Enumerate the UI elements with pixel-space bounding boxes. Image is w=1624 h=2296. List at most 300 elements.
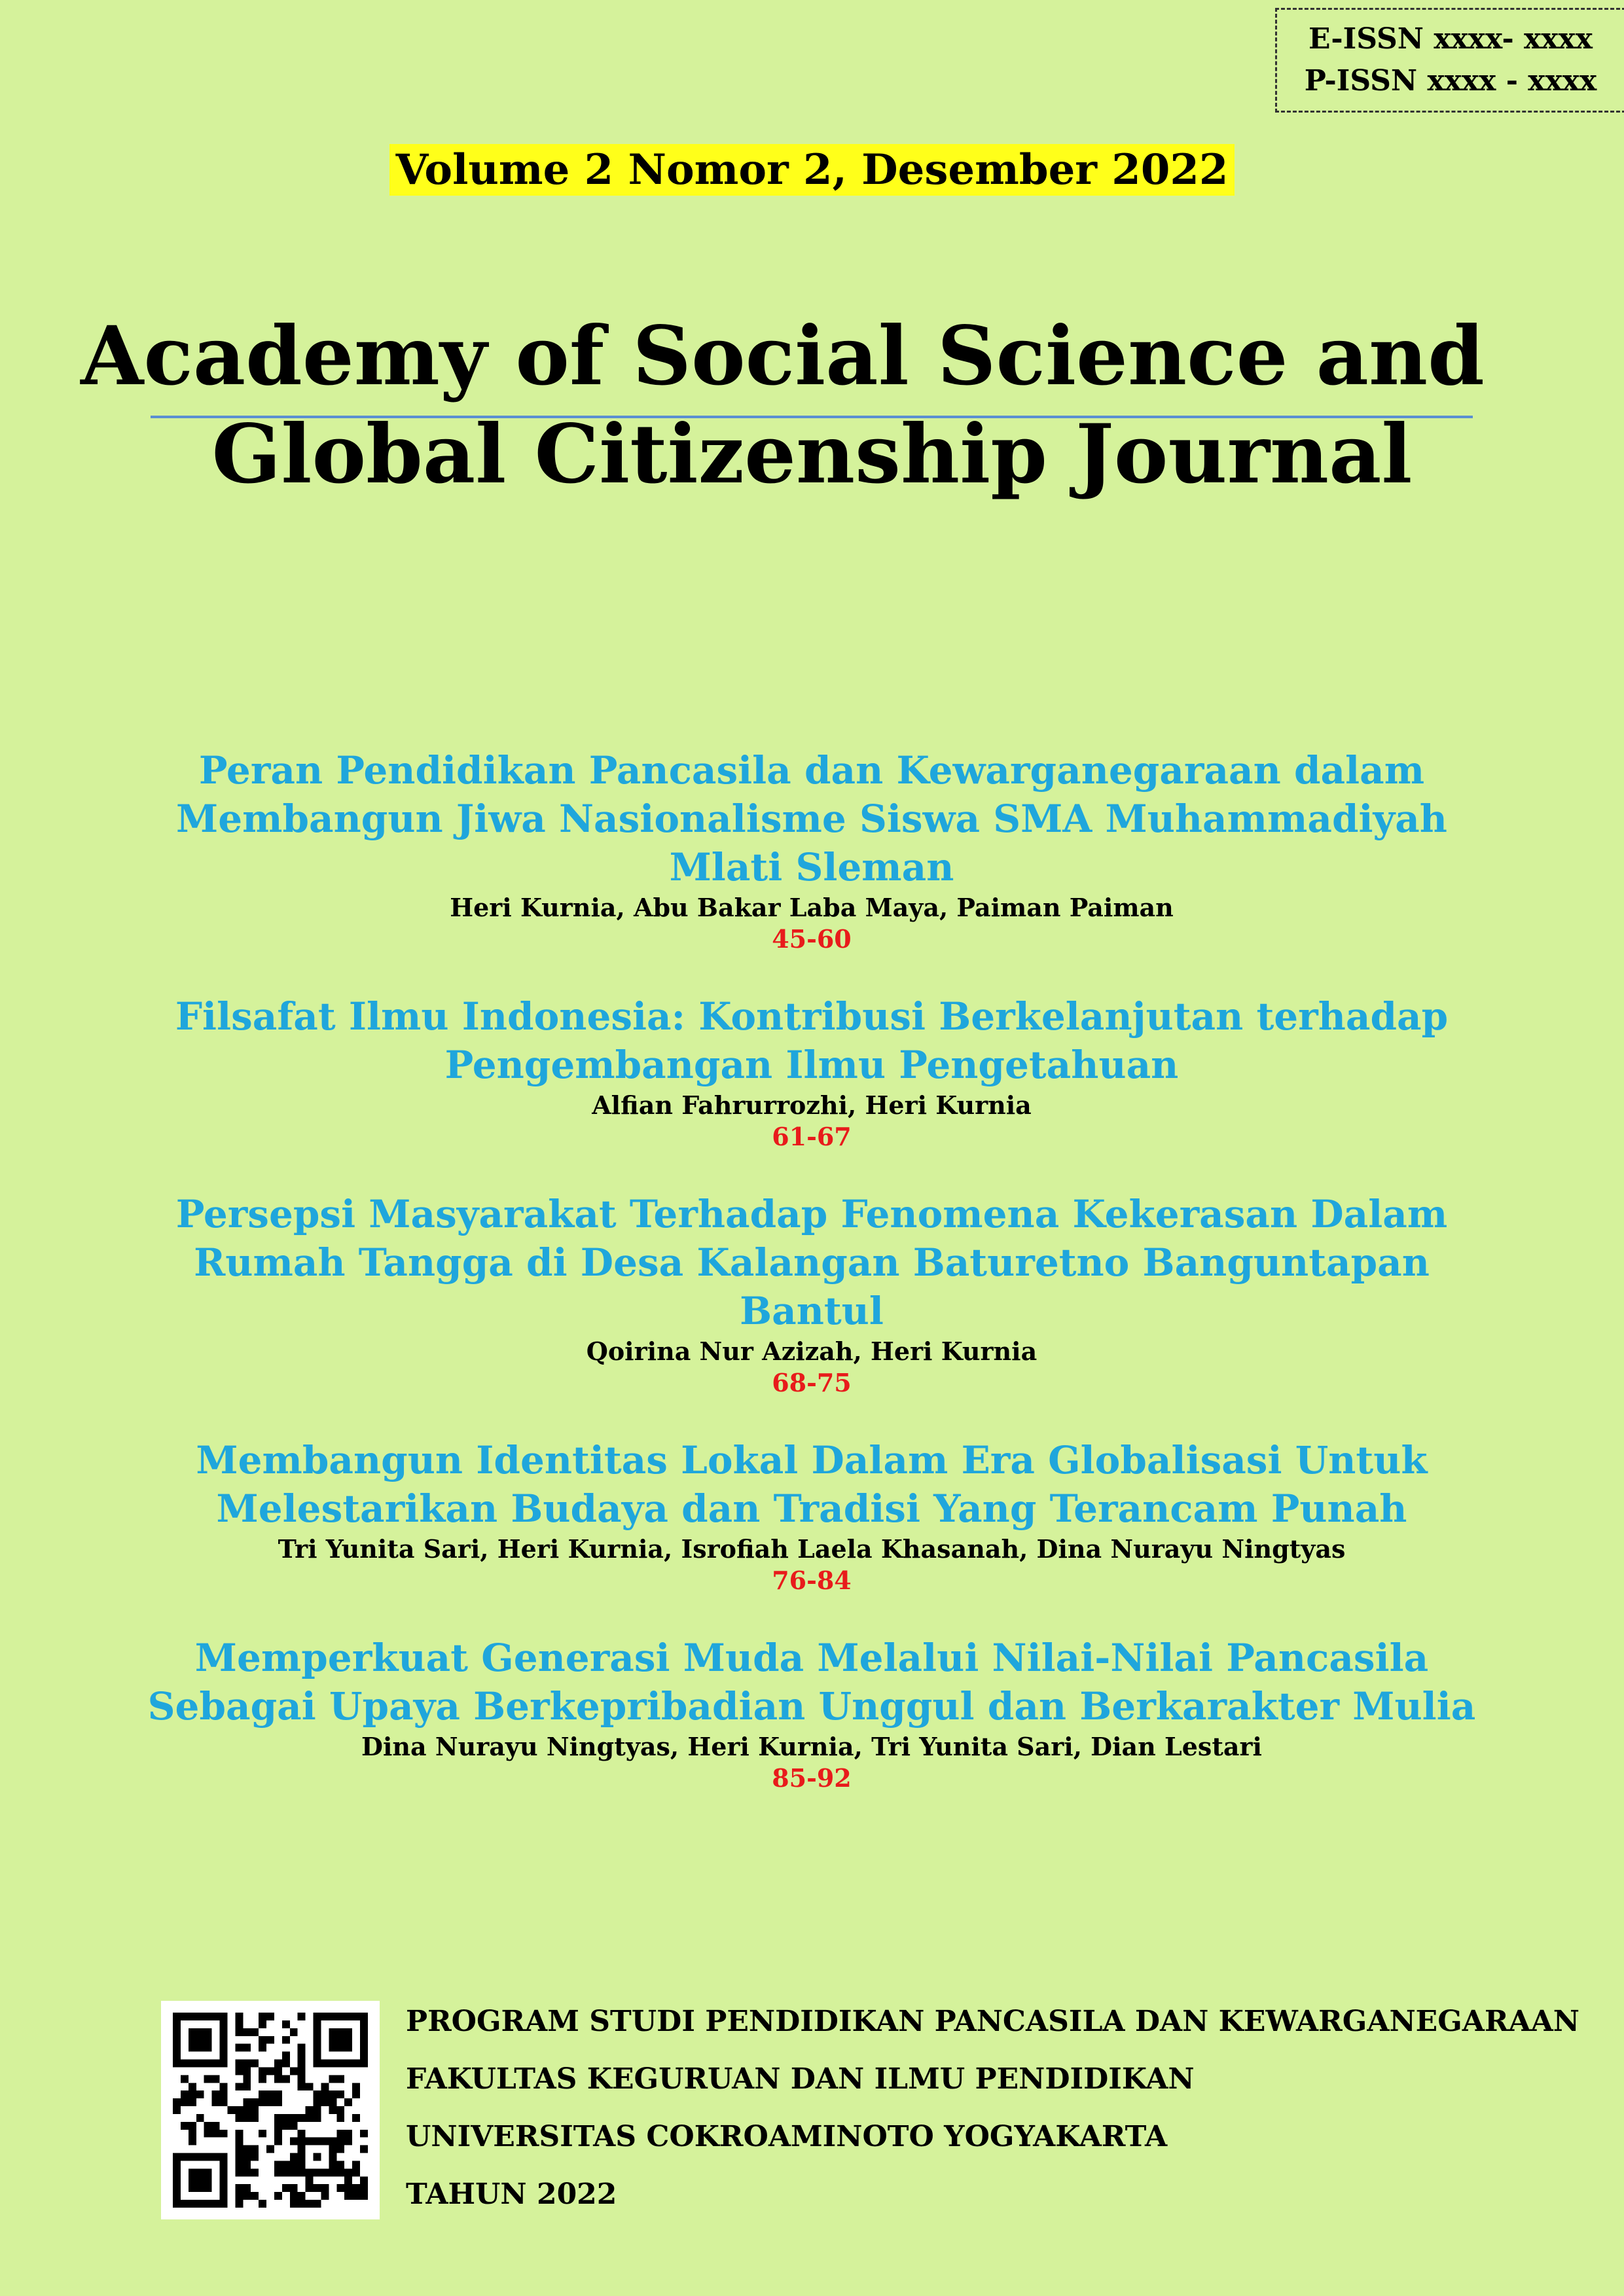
qr-module — [243, 2168, 251, 2176]
qr-module — [282, 2168, 290, 2176]
qr-module — [235, 2184, 243, 2192]
qr-module — [220, 2020, 228, 2028]
qr-module — [344, 2176, 352, 2184]
qr-module — [243, 2083, 251, 2090]
article-item[interactable] — [144, 746, 1479, 954]
qr-module — [259, 2020, 266, 2028]
qr-module — [344, 2168, 352, 2176]
qr-module — [259, 2098, 266, 2106]
qr-module — [204, 2184, 212, 2192]
qr-module — [344, 2130, 352, 2138]
qr-module — [306, 2083, 314, 2090]
qr-module — [266, 2013, 274, 2020]
qr-module — [259, 2075, 266, 2083]
qr-module — [360, 2013, 368, 2020]
qr-module — [360, 2130, 368, 2138]
qr-module — [274, 2114, 282, 2122]
qr-module — [243, 2184, 251, 2192]
publisher-info — [406, 1993, 1579, 2223]
qr-module — [181, 2153, 189, 2161]
qr-module — [220, 2098, 228, 2106]
qr-module — [274, 2192, 282, 2200]
article-title[interactable]: Memperkuat Generasi Muda Melalui Nilai-Nilai Pancasila Sebagai Upaya Berkepribadian Unggul dan Berkarakter Mulia — [147, 1636, 1476, 1729]
qr-module — [266, 2036, 274, 2044]
qr-module — [336, 2028, 344, 2036]
qr-module — [352, 2090, 360, 2098]
qr-module — [220, 2184, 228, 2192]
issn-box — [1275, 8, 1624, 113]
qr-module — [243, 2161, 251, 2168]
qr-module — [181, 2090, 189, 2098]
qr-module — [189, 2044, 196, 2052]
qr-module — [189, 2122, 196, 2130]
qr-module — [173, 2028, 181, 2036]
qr-module — [336, 2168, 344, 2176]
qr-module — [196, 2168, 204, 2176]
qr-module — [274, 2130, 282, 2138]
qr-module — [321, 2083, 329, 2090]
qr-module — [314, 2028, 321, 2036]
qr-module — [243, 2145, 251, 2153]
qr-module — [181, 2098, 189, 2106]
qr-module — [298, 2083, 306, 2090]
qr-module — [189, 2130, 196, 2138]
qr-module — [344, 2138, 352, 2145]
qr-module — [220, 2060, 228, 2068]
qr-module — [336, 2044, 344, 2052]
qr-module — [282, 2161, 290, 2168]
article-authors: Dina Nurayu Ningtyas, Heri Kurnia, Tri Yunita Sari, Dian Lestari — [361, 1732, 1262, 1761]
article-pages: 85-92 — [772, 1763, 852, 1793]
qr-module — [282, 2114, 290, 2122]
qr-module — [173, 2106, 181, 2114]
qr-module — [336, 2013, 344, 2020]
qr-module — [298, 2075, 306, 2083]
university-name: UNIVERSITAS COKROAMINOTO YOGYAKARTA — [406, 2120, 1168, 2153]
qr-module — [274, 2090, 282, 2098]
qr-module — [321, 2013, 329, 2020]
qr-module — [189, 2184, 196, 2192]
qr-module — [298, 2052, 306, 2060]
qr-module — [329, 2013, 336, 2020]
qr-module — [314, 2013, 321, 2020]
article-pages: 45-60 — [772, 924, 852, 954]
qr-module — [204, 2176, 212, 2184]
qr-module — [306, 2106, 314, 2114]
qr-module — [306, 2200, 314, 2208]
qr-module — [251, 2028, 259, 2036]
qr-module — [306, 2138, 314, 2145]
journal-title-line2: Global Citizenship Journal — [211, 407, 1413, 502]
qr-module — [360, 2145, 368, 2153]
qr-module — [329, 2044, 336, 2052]
qr-module — [235, 2020, 243, 2028]
qr-module — [196, 2114, 204, 2122]
qr-module — [336, 2075, 344, 2083]
qr-module — [204, 2122, 212, 2130]
qr-module — [298, 2145, 306, 2153]
qr-module — [259, 2044, 266, 2052]
qr-module — [251, 2114, 259, 2122]
qr-module — [259, 2013, 266, 2020]
qr-module — [235, 2145, 243, 2153]
qr-module — [274, 2060, 282, 2068]
qr-module — [274, 2067, 282, 2075]
qr-module — [189, 2090, 196, 2098]
qr-module — [314, 2090, 321, 2098]
article-title[interactable]: Filsafat Ilmu Indonesia: Kontribusi Berkelanjutan terhadap Pengembangan Ilmu Pengetahuan — [175, 994, 1449, 1087]
qr-module — [306, 2168, 314, 2176]
qr-module — [189, 2176, 196, 2184]
qr-module — [212, 2122, 220, 2130]
qr-module — [173, 2020, 181, 2028]
qr-module — [290, 2184, 298, 2192]
qr-module — [314, 2114, 321, 2122]
qr-module — [329, 2060, 336, 2068]
qr-module — [336, 2036, 344, 2044]
qr-module — [243, 2153, 251, 2161]
qr-module — [259, 2067, 266, 2075]
qr-module — [212, 2200, 220, 2208]
qr-module — [189, 2138, 196, 2145]
qr-module — [173, 2192, 181, 2200]
qr-module — [274, 2138, 282, 2145]
article-item[interactable] — [144, 992, 1479, 1152]
qr-module — [360, 2036, 368, 2044]
qr-module — [220, 2192, 228, 2200]
qr-module — [274, 2161, 282, 2168]
qr-module — [196, 2013, 204, 2020]
qr-module — [235, 2114, 243, 2122]
qr-module — [336, 2145, 344, 2153]
qr-module — [243, 2106, 251, 2114]
qr-module — [336, 2138, 344, 2145]
qr-module — [220, 2161, 228, 2168]
qr-module — [220, 2044, 228, 2052]
qr-module — [321, 2184, 329, 2192]
qr-module — [344, 2184, 352, 2192]
qr-module — [314, 2044, 321, 2052]
qr-module — [329, 2075, 336, 2083]
qr-module — [352, 2168, 360, 2176]
qr-module — [282, 2075, 290, 2083]
volume-label: Volume 2 Nomor 2, Desember 2022 — [389, 144, 1235, 196]
qr-module — [243, 2060, 251, 2068]
article-authors: Tri Yunita Sari, Heri Kurnia, Isrofiah Laela Khasanah, Dina Nurayu Ningtyas — [278, 1534, 1346, 1564]
qr-module — [336, 2161, 344, 2168]
article-pages: 61-67 — [772, 1122, 852, 1151]
qr-module — [173, 2052, 181, 2060]
qr-module — [235, 2192, 243, 2200]
qr-module — [360, 2060, 368, 2068]
qr-module — [212, 2153, 220, 2161]
qr-module — [344, 2044, 352, 2052]
qr-module — [189, 2200, 196, 2208]
qr-module — [220, 2130, 228, 2138]
qr-module — [314, 2020, 321, 2028]
qr-module — [360, 2052, 368, 2060]
qr-module — [344, 2098, 352, 2106]
qr-module — [266, 2090, 274, 2098]
qr-module — [243, 2067, 251, 2075]
qr-module — [360, 2184, 368, 2192]
qr-module — [189, 2060, 196, 2068]
qr-module — [235, 2013, 243, 2020]
qr-module — [314, 2052, 321, 2060]
qr-module — [321, 2192, 329, 2200]
qr-module — [235, 2161, 243, 2168]
qr-module — [298, 2114, 306, 2122]
qr-module — [220, 2153, 228, 2161]
qr-module — [196, 2176, 204, 2184]
qr-module — [220, 2090, 228, 2098]
qr-module — [282, 2052, 290, 2060]
qr-module — [196, 2153, 204, 2161]
qr-module — [196, 2036, 204, 2044]
qr-module — [220, 2200, 228, 2208]
qr-module — [274, 2098, 282, 2106]
qr-module — [189, 2153, 196, 2161]
qr-module — [235, 2060, 243, 2068]
qr-module — [251, 2153, 259, 2161]
qr-module — [251, 2192, 259, 2200]
qr-module — [329, 2168, 336, 2176]
qr-module — [266, 2098, 274, 2106]
qr-module — [344, 2028, 352, 2036]
qr-module — [204, 2013, 212, 2020]
qr-module — [306, 2176, 314, 2184]
article-item[interactable] — [144, 1436, 1479, 1596]
qr-module — [329, 2106, 336, 2114]
qr-module — [235, 2044, 243, 2052]
qr-module — [220, 2168, 228, 2176]
e-issn: E-ISSN xxxx- xxxx — [1308, 22, 1593, 56]
qr-module — [306, 2114, 314, 2122]
qr-module — [259, 2200, 266, 2208]
qr-module — [290, 2028, 298, 2036]
qr-module — [212, 2130, 220, 2138]
qr-module — [251, 2098, 259, 2106]
qr-module — [360, 2192, 368, 2200]
qr-module — [290, 2067, 298, 2075]
qr-module — [227, 2106, 235, 2114]
qr-module — [352, 2192, 360, 2200]
qr-module — [220, 2176, 228, 2184]
qr-module — [266, 2067, 274, 2075]
qr-module — [321, 2090, 329, 2098]
qr-module — [329, 2036, 336, 2044]
article-authors: Qoirina Nur Azizah, Heri Kurnia — [586, 1336, 1038, 1366]
qr-module — [189, 2013, 196, 2020]
article-item[interactable] — [144, 1634, 1479, 1793]
qr-module — [173, 2168, 181, 2176]
qr-module — [212, 2098, 220, 2106]
qr-module — [251, 2168, 259, 2176]
qr-module — [298, 2200, 306, 2208]
qr-module — [251, 2145, 259, 2153]
qr-module — [352, 2013, 360, 2020]
qr-module — [196, 2090, 204, 2098]
qr-module — [298, 2161, 306, 2168]
qr-module — [235, 2106, 243, 2114]
qr-module — [344, 2036, 352, 2044]
qr-module — [344, 2013, 352, 2020]
qr-module — [196, 2044, 204, 2052]
qr-module — [181, 2200, 189, 2208]
qr-module — [173, 2184, 181, 2192]
article-title[interactable]: Persepsi Masyarakat Terhadap Fenomena Kekerasan Dalam Rumah Tangga di Desa Kalangan Baturetno Banguntapan Bantul — [175, 1192, 1448, 1333]
qr-module — [336, 2060, 344, 2068]
qr-module — [181, 2013, 189, 2020]
article-pages: 76-84 — [772, 1566, 852, 1595]
qr-module — [282, 2184, 290, 2192]
qr-module — [235, 2138, 243, 2145]
volume-banner — [0, 145, 1624, 194]
qr-module — [243, 2114, 251, 2122]
qr-module — [196, 2184, 204, 2192]
qr-module — [290, 2161, 298, 2168]
qr-module — [259, 2130, 266, 2138]
qr-module — [189, 2168, 196, 2176]
qr-module — [290, 2122, 298, 2130]
qr-module — [251, 2060, 259, 2068]
qr-module — [314, 2098, 321, 2106]
qr-module — [212, 2075, 220, 2083]
qr-module — [329, 2028, 336, 2036]
qr-module — [344, 2192, 352, 2200]
qr-module — [204, 2036, 212, 2044]
qr-module — [235, 2153, 243, 2161]
article-title[interactable]: Peran Pendidikan Pancasila dan Kewarganegaraan dalam Membangun Jiwa Nasionalisme Siswa SMA Muhammadiyah Mlati Sleman — [176, 748, 1447, 889]
p-issn: P-ISSN xxxx - xxxx — [1304, 64, 1597, 98]
qr-module — [212, 2013, 220, 2020]
article-list — [144, 746, 1479, 1831]
qr-code-graphic — [173, 2013, 368, 2208]
qr-module — [189, 2036, 196, 2044]
title-divider — [151, 416, 1473, 418]
qr-module — [274, 2122, 282, 2130]
faculty-name: FAKULTAS KEGURUAN DAN ILMU PENDIDIKAN — [406, 2062, 1195, 2096]
qr-module — [321, 2098, 329, 2106]
program-name: PROGRAM STUDI PENDIDIKAN PANCASILA DAN KEWARGANEGARAAN — [406, 2005, 1579, 2038]
qr-module — [173, 2176, 181, 2184]
qr-module — [189, 2083, 196, 2090]
article-item[interactable] — [144, 1190, 1479, 1398]
qr-module — [235, 2028, 243, 2036]
qr-module — [290, 2168, 298, 2176]
qr-module — [259, 2036, 266, 2044]
qr-module — [360, 2028, 368, 2036]
qr-module — [173, 2098, 181, 2106]
publication-year: TAHUN 2022 — [406, 2178, 617, 2211]
qr-module — [329, 2153, 336, 2161]
qr-module — [181, 2122, 189, 2130]
qr-module — [212, 2090, 220, 2098]
article-authors: Heri Kurnia, Abu Bakar Laba Maya, Paiman Paiman — [450, 893, 1174, 922]
qr-module — [274, 2075, 282, 2083]
qr-module — [314, 2138, 321, 2145]
qr-module — [204, 2075, 212, 2083]
qr-module — [336, 2114, 344, 2122]
qr-module — [196, 2060, 204, 2068]
journal-title-line1: Academy of Social Science and — [81, 309, 1485, 404]
qr-module — [220, 2052, 228, 2060]
qr-module — [204, 2130, 212, 2138]
qr-module — [329, 2161, 336, 2168]
qr-module — [352, 2083, 360, 2090]
qr-module — [298, 2060, 306, 2068]
qr-module — [181, 2060, 189, 2068]
qr-module — [290, 2114, 298, 2122]
qr-module — [259, 2090, 266, 2098]
qr-module — [314, 2036, 321, 2044]
qr-module — [360, 2044, 368, 2052]
qr-module — [243, 2075, 251, 2083]
qr-module — [220, 2083, 228, 2090]
qr-module — [173, 2044, 181, 2052]
qr-module — [336, 2130, 344, 2138]
qr-module — [243, 2098, 251, 2106]
qr-module — [282, 2020, 290, 2028]
qr-module — [352, 2161, 360, 2168]
article-title[interactable]: Membangun Identitas Lokal Dalam Era Globalisasi Untuk Melestarikan Budaya dan Tradisi Yang Terancam Punah — [196, 1438, 1428, 1531]
qr-module — [235, 2200, 243, 2208]
qr-module — [298, 2130, 306, 2138]
qr-module — [189, 2098, 196, 2106]
qr-module — [204, 2060, 212, 2068]
qr-module — [204, 2200, 212, 2208]
qr-module — [173, 2200, 181, 2208]
qr-module — [314, 2184, 321, 2192]
qr-module — [329, 2138, 336, 2145]
qr-module — [196, 2028, 204, 2036]
qr-module — [181, 2075, 189, 2083]
qr-module — [282, 2060, 290, 2068]
qr-module — [204, 2168, 212, 2176]
qr-module — [298, 2013, 306, 2020]
qr-module — [173, 2013, 181, 2020]
qr-module — [274, 2168, 282, 2176]
qr-module — [314, 2060, 321, 2068]
qr-module — [243, 2044, 251, 2052]
qr-module — [189, 2028, 196, 2036]
article-authors: Alfian Fahrurrozhi, Heri Kurnia — [592, 1090, 1032, 1120]
qr-module — [235, 2083, 243, 2090]
qr-module — [266, 2145, 274, 2153]
qr-module — [321, 2138, 329, 2145]
qr-module — [329, 2090, 336, 2098]
qr-module — [173, 2153, 181, 2161]
qr-module — [360, 2020, 368, 2028]
qr-module — [243, 2028, 251, 2036]
qr-module — [344, 2060, 352, 2068]
qr-module — [282, 2036, 290, 2044]
journal-title — [0, 308, 1624, 504]
qr-module — [329, 2098, 336, 2106]
qr-module — [173, 2161, 181, 2168]
qr-module — [336, 2184, 344, 2192]
qr-module — [298, 2192, 306, 2200]
qr-code-icon[interactable] — [161, 2001, 380, 2219]
qr-module — [220, 2028, 228, 2036]
qr-module — [321, 2060, 329, 2068]
qr-module — [298, 2044, 306, 2052]
qr-module — [173, 2036, 181, 2044]
qr-module — [314, 2106, 321, 2114]
qr-module — [314, 2200, 321, 2208]
article-pages: 68-75 — [772, 1368, 852, 1397]
qr-module — [212, 2060, 220, 2068]
